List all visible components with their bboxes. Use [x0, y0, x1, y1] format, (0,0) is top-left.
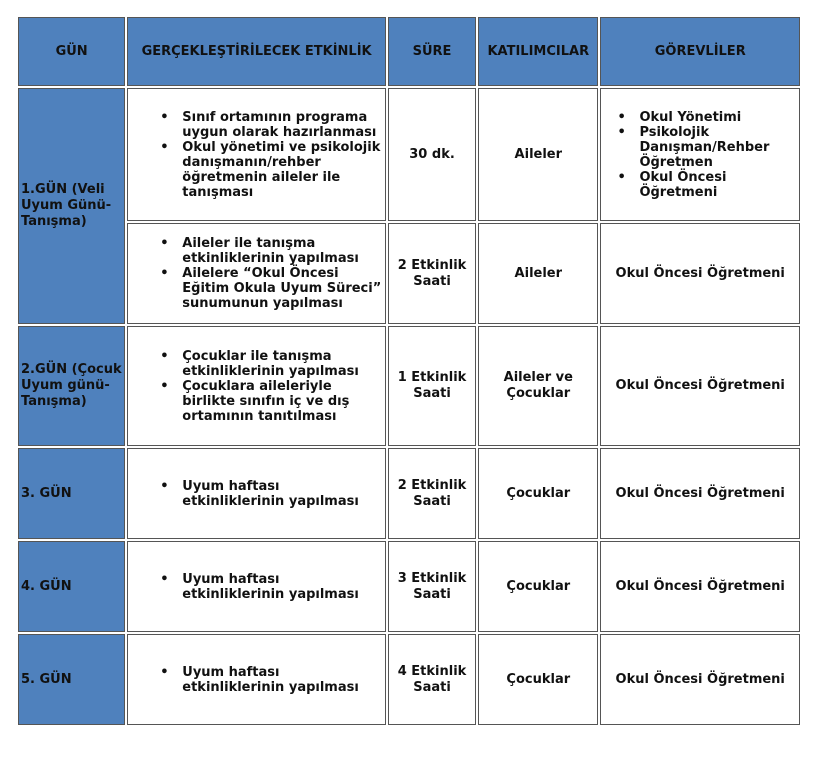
day-cell: 4. GÜN: [18, 541, 125, 632]
table-row: [18, 541, 800, 632]
duration-cell: 1 Etkinlik Saati: [388, 326, 476, 446]
participants-cell: Çocuklar: [478, 541, 598, 632]
header-participants: KATILIMCILAR: [478, 17, 598, 86]
activity-item: • Uyum haftası etkinliklerinin yapılması: [160, 665, 383, 695]
activity-item: • Sınıf ortamının programa uygun olarak hazırlanması: [160, 110, 383, 140]
duration-cell: 3 Etkinlik Saati: [388, 541, 476, 632]
table-row: [18, 448, 800, 539]
table-row: [18, 634, 800, 725]
activity-cell: [127, 634, 386, 725]
activity-item: • Aileler ile tanışma etkinliklerinin yapılması: [160, 236, 383, 266]
activity-item: • Çocuklara aileleriyle birlikte sınıfın iç ve dış ortamının tanıtılması: [160, 379, 383, 424]
participants-cell: Çocuklar: [478, 634, 598, 725]
duration-cell: 4 Etkinlik Saati: [388, 634, 476, 725]
activity-item: • Uyum haftası etkinliklerinin yapılması: [160, 479, 383, 509]
activity-item: • Çocuklar ile tanışma etkinliklerinin yapılması: [160, 349, 383, 379]
activity-cell: [127, 223, 386, 324]
adaptation-schedule-table: [16, 15, 802, 727]
participants-cell: Çocuklar: [478, 448, 598, 539]
staff-cell: Okul Öncesi Öğretmeni: [600, 326, 800, 446]
participants-cell: Aileler: [478, 223, 598, 324]
activity-cell: [127, 88, 386, 221]
day-cell: 3. GÜN: [18, 448, 125, 539]
participants-cell: Aileler ve Çocuklar: [478, 326, 598, 446]
participants-cell: Aileler: [478, 88, 598, 221]
activity-cell: [127, 326, 386, 446]
duration-cell: 30 dk.: [388, 88, 476, 221]
day-cell: 5. GÜN: [18, 634, 125, 725]
staff-item: • Okul Öncesi Öğretmeni: [617, 170, 797, 200]
activity-item: • Okul yönetimi ve psikolojik danışmanın/rehber öğretmenin aileler ile tanışması: [160, 140, 383, 200]
table-row: [18, 223, 800, 324]
duration-cell: 2 Etkinlik Saati: [388, 223, 476, 324]
staff-cell: Okul Öncesi Öğretmeni: [600, 634, 800, 725]
day-cell: 1.GÜN (Veli Uyum Günü-Tanışma): [18, 88, 125, 324]
table-row: [18, 88, 800, 221]
header-row: [18, 17, 800, 86]
day-cell: 2.GÜN (Çocuk Uyum günü-Tanışma): [18, 326, 125, 446]
header-staff: GÖREVLİLER: [600, 17, 800, 86]
staff-cell: Okul Öncesi Öğretmeni: [600, 448, 800, 539]
header-activity: GERÇEKLEŞTİRİLECEK ETKİNLİK: [127, 17, 386, 86]
activity-item: • Ailelere “Okul Öncesi Eğitim Okula Uyum Süreci” sunumunun yapılması: [160, 266, 383, 311]
staff-cell: Okul Öncesi Öğretmeni: [600, 223, 800, 324]
staff-cell: Okul Öncesi Öğretmeni: [600, 541, 800, 632]
activity-cell: [127, 541, 386, 632]
table-row: [18, 326, 800, 446]
staff-item: • Psikolojik Danışman/Rehber Öğretmen: [617, 125, 797, 170]
activity-item: • Uyum haftası etkinliklerinin yapılması: [160, 572, 383, 602]
activity-cell: [127, 448, 386, 539]
header-duration: SÜRE: [388, 17, 476, 86]
staff-cell: [600, 88, 800, 221]
staff-item: • Okul Yönetimi: [617, 110, 797, 125]
duration-cell: 2 Etkinlik Saati: [388, 448, 476, 539]
header-day: GÜN: [18, 17, 125, 86]
